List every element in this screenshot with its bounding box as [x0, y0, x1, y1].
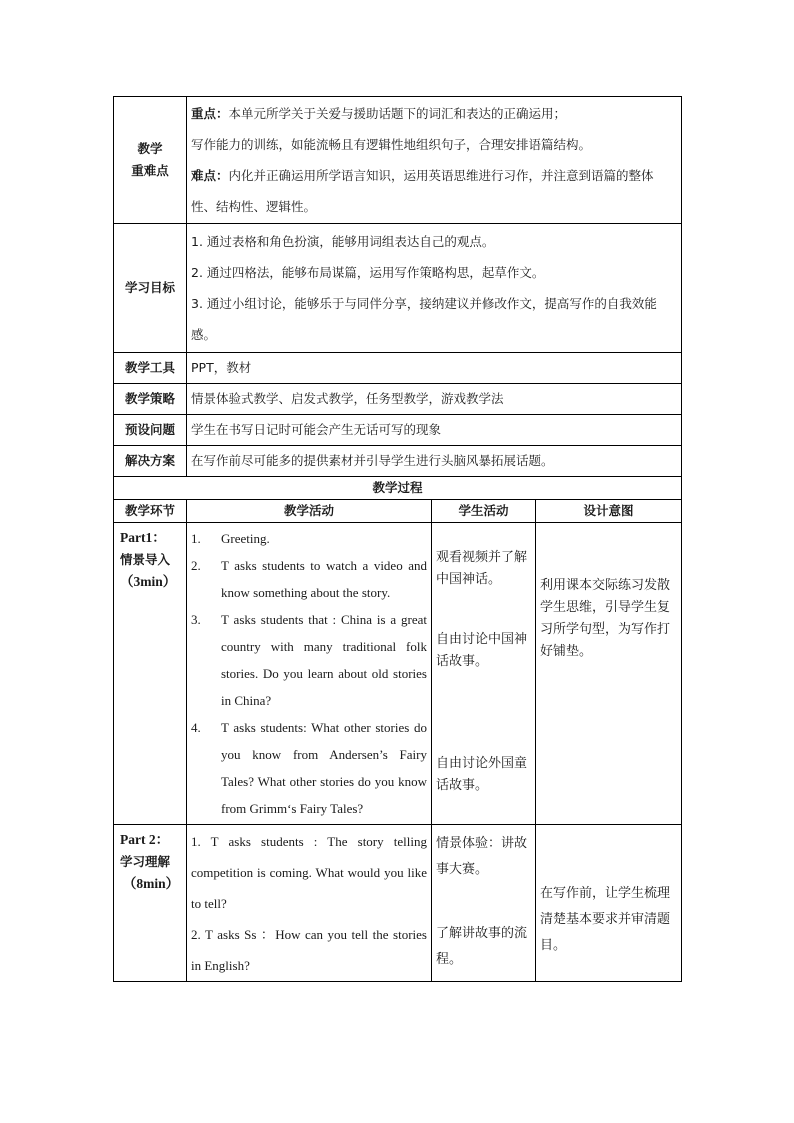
part2-label-cn: 学习理解	[120, 854, 171, 869]
part1-label-en: Part1：	[120, 530, 166, 545]
part1-student-3: 自由讨论外国童话故事。	[436, 756, 528, 793]
label-solution: 解决方案	[114, 446, 187, 477]
row-process-headers	[114, 500, 682, 523]
label-problem: 预设问题	[114, 415, 187, 446]
part1-label-time: （3min）	[120, 574, 177, 589]
part2-label	[114, 825, 187, 982]
header-stage: 教学环节	[114, 500, 187, 523]
goal-item: 3. 通过小组讨论，能够乐于与同伴分享，接纳建议并修改作文，提高写作的自我效能感。	[191, 296, 657, 342]
cell-goals	[187, 224, 682, 353]
part2-student-1: 情景体验：讲故事大赛。	[436, 836, 528, 877]
part1-design-intent: 利用课本交际练习发散学生思维，引导学生复习所学句型，为写作打好铺垫。	[536, 523, 682, 825]
label-goals: 学习目标	[114, 224, 187, 353]
item-text: T asks students that : China is a great country with many traditional folk stories. Do you learn about old stories in China?	[221, 612, 427, 708]
part2-label-time: （8min）	[122, 876, 180, 891]
header-teacher-activity: 教学活动	[187, 500, 432, 523]
part2-student-activity	[432, 825, 536, 982]
row-goals	[114, 224, 682, 353]
part1-teacher-activity	[187, 523, 432, 825]
item-text: T asks students to watch a video and know something about the story.	[221, 558, 427, 600]
cell-solution: 在写作前尽可能多的提供素材并引导学生进行头脑风暴拓展话题。	[187, 446, 682, 477]
item-num: 3.	[191, 612, 201, 627]
header-design-intent: 设计意图	[536, 500, 682, 523]
label-key-difficult	[114, 97, 187, 224]
diff-text: 内化并正确运用所学语言知识，运用英语思维进行习作，并注意到语篇的整体性、结构性、逻辑性。	[191, 168, 654, 214]
list-item	[191, 525, 427, 552]
row-tools	[114, 353, 682, 384]
part2-activity-2: 2. T asks Ss ：How can you tell the stories in English?	[191, 927, 427, 973]
row-part2	[114, 825, 682, 982]
row-problem	[114, 415, 682, 446]
part2-label-en: Part 2：	[120, 832, 170, 847]
part2-teacher-activity	[187, 825, 432, 982]
label-line2: 重难点	[131, 163, 169, 178]
part1-student-1: 观看视频并了解中国神话。	[436, 550, 528, 587]
item-text: Greeting.	[221, 531, 270, 546]
list-item	[191, 606, 427, 714]
part1-label-cn: 情景导入	[120, 552, 171, 567]
item-num: 2.	[191, 558, 201, 573]
part1-activity-list	[191, 525, 427, 822]
label-line1: 教学	[137, 141, 163, 156]
part1-label	[114, 523, 187, 825]
key-prefix: 重点：	[191, 106, 229, 121]
cell-tools: PPT，教材	[187, 353, 682, 384]
goal-item: 1. 通过表格和角色扮演，能够用词组表达自己的观点。	[191, 234, 495, 249]
row-solution	[114, 446, 682, 477]
row-key-difficult	[114, 97, 682, 224]
part1-student-activity	[432, 523, 536, 825]
lesson-plan-page	[113, 96, 681, 982]
item-text: T asks students: What other stories do you know from Andersen’s Fairy Tales? What other stories do you know from Grimm‘s Fairy Tales?	[221, 720, 427, 816]
cell-strategy: 情景体验式教学、启发式教学，任务型教学，游戏教学法	[187, 384, 682, 415]
cell-key-difficult	[187, 97, 682, 224]
lesson-plan-table	[113, 96, 682, 982]
list-item	[191, 552, 427, 606]
label-strategy: 教学策略	[114, 384, 187, 415]
part2-activity-1: 1. T asks students : The story telling competition is coming. What would you like to tell?	[191, 834, 427, 911]
key-text: 本单元所学关于关爱与援助话题下的词汇和表达的正确运用；	[228, 106, 567, 121]
item-num: 1.	[191, 531, 201, 546]
header-student-activity: 学生活动	[432, 500, 536, 523]
process-title: 教学过程	[114, 477, 682, 500]
row-strategy	[114, 384, 682, 415]
part2-design-intent: 在写作前，让学生梳理清楚基本要求并审清题目。	[536, 825, 682, 982]
row-part1	[114, 523, 682, 825]
label-tools: 教学工具	[114, 353, 187, 384]
list-item	[191, 714, 427, 822]
row-process-title	[114, 477, 682, 500]
difficult-point	[191, 160, 677, 222]
part1-student-2: 自由讨论中国神话故事。	[436, 632, 528, 669]
item-num: 4.	[191, 720, 201, 735]
diff-prefix: 难点：	[191, 168, 229, 183]
key-point	[191, 98, 677, 129]
cell-problem: 学生在书写日记时可能会产生无话可写的现象	[187, 415, 682, 446]
part2-student-2: 了解讲故事的流程。	[436, 926, 528, 967]
goal-item: 2. 通过四格法，能够布局谋篇，运用写作策略构思，起草作文。	[191, 265, 545, 280]
key-line2: 写作能力的训练，如能流畅且有逻辑性地组织句子，合理安排语篇结构。	[191, 137, 592, 152]
